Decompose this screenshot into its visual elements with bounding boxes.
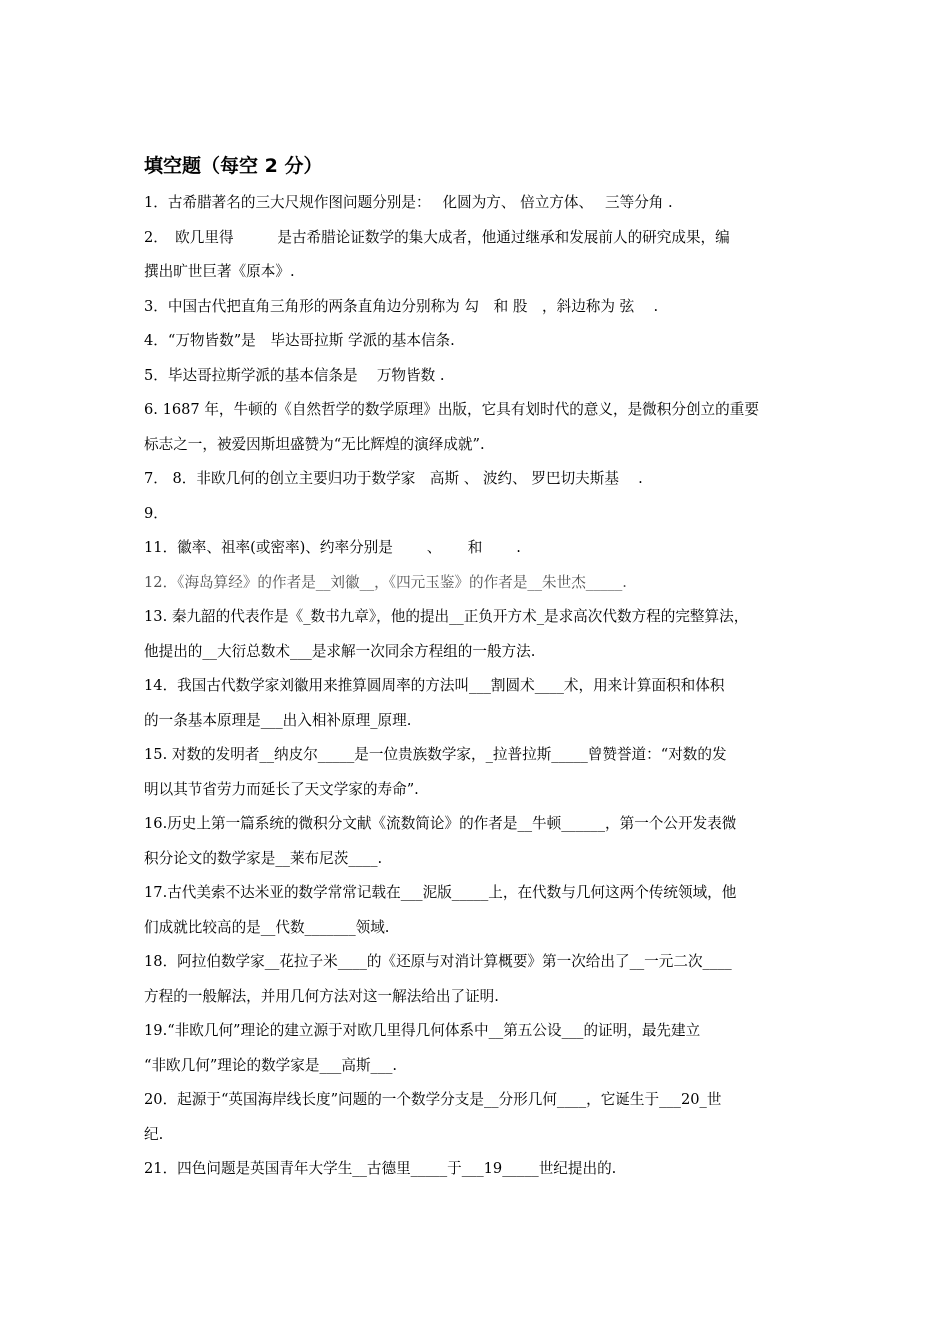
question-line: 6. 1687 年，牛顿的《自然哲学的数学原理》出版，它具有划时代的意义，是微积分创立的重要 (144, 401, 759, 418)
question-line: 5．毕达哥拉斯学派的基本信条是 万物皆数 . (144, 366, 445, 384)
question-line: 3．中国古代把直角三角形的两条直角边分别称为 勾 和 股 ，斜边称为 弦 . (144, 297, 659, 315)
question-line: 9． (144, 504, 168, 522)
question-line: 13. 秦九韶的代表作是《_数书九章》，他的提出__正负开方术_是求高次代数方程的完整算法， (144, 608, 749, 625)
question-line: 15. 对数的发明者__纳皮尔_____是一位贵族数学家，_拉普拉斯_____曾赞誉道：“对数的发 (144, 746, 727, 763)
question-line: 纪. (144, 1125, 164, 1143)
question-line: 11．徽率、祖率(或密率)、约率分别是 、 和 . (144, 539, 521, 556)
question-line: 18．阿拉伯数学家__花拉子米____的《还原与对消计算概要》第一次给出了__一元二次____ (144, 953, 732, 970)
question-line: 17.古代美索不达米亚的数学常常记载在___泥版_____上，在代数与几何这两个传统领域，他 (144, 884, 737, 901)
question-line: 的一条基本原理是___出入相补原理_原理. (144, 711, 412, 729)
question-line: 19.“非欧几何”理论的建立源于对欧几里得几何体系中__第五公设___的证明，最先建立 (144, 1022, 701, 1039)
question-line: 方程的一般解法，并用几何方法对这一解法给出了证明. (144, 987, 499, 1005)
question-line: 标志之一，被爱因斯坦盛赞为“无比辉煌的演绎成就”. (144, 435, 485, 453)
question-line: 2． 欧几里得 是古希腊论证数学的集大成者，他通过继承和发展前人的研究成果，编 (144, 228, 730, 246)
question-line: 他提出的__大衍总数术___是求解一次同余方程组的一般方法. (144, 642, 536, 660)
section-heading: 填空题（每空 2 分） (144, 155, 323, 177)
question-line: 们成就比较高的是__代数_______领域. (144, 918, 390, 936)
question-line: 积分论文的数学家是__莱布尼茨____. (144, 849, 383, 867)
question-line: 20．起源于“英国海岸线长度”问题的一个数学分支是__分形几何____，它诞生于___20_世 (144, 1091, 722, 1108)
question-line: 12．《海岛算经》的作者是__刘徽__，《四元玉鉴》的作者是__朱世杰_____. (144, 573, 627, 591)
question-line: 4．“万物皆数”是 毕达哥拉斯 学派的基本信条. (144, 332, 455, 349)
document-body (144, 152, 816, 1187)
question-line: 21．四色问题是英国青年大学生__古德里_____于___19_____世纪提出的. (144, 1160, 617, 1177)
question-line: 1．古希腊著名的三大尺规作图问题分别是： 化圆为方、 倍立方体、 三等分角 . (144, 194, 673, 211)
question-line: 7． 8．非欧几何的创立主要归功于数学家 高斯 、 波约、 罗巴切夫斯基 . (144, 470, 643, 487)
question-line: 16.历史上第一篇系统的微积分文献《流数简论》的作者是__牛顿______，第一个公开发表微 (144, 815, 737, 832)
question-line: 明以其节省劳力而延长了天文学家的寿命”. (144, 780, 419, 798)
question-line: “非欧几何”理论的数学家是___高斯___. (144, 1056, 398, 1074)
question-list (144, 186, 816, 1187)
question-line: 撰出旷世巨著《原本》. (144, 263, 295, 280)
question-line: 14．我国古代数学家刘徽用来推算圆周率的方法叫___割圆术____术，用来计算面积和体积 (144, 677, 725, 694)
